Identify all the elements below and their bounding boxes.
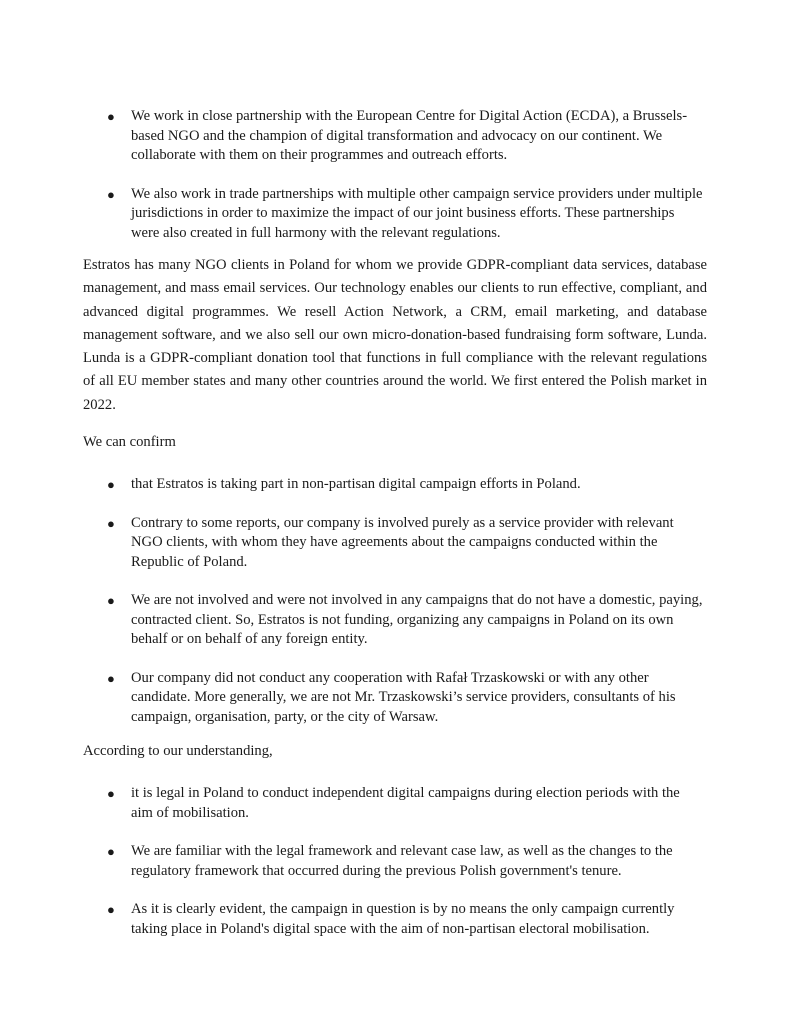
- list-item: [0, 591, 785, 650]
- list-item-text: As it is clearly evident, the campaign in question is by no means the only campaign currently taking place in Poland's digital space with the aim of non-partisan electoral mobilisation.: [131, 901, 675, 937]
- confirm-intro: We can confirm: [83, 434, 176, 450]
- confirm-bullet-list: [0, 475, 785, 727]
- list-item-text: that Estratos is taking part in non-partisan digital campaign efforts in Poland.: [131, 476, 581, 492]
- bullet-icon: ●: [107, 186, 115, 202]
- list-item: [0, 514, 785, 573]
- understanding-bullet-list: [0, 784, 785, 939]
- list-item: [0, 185, 785, 244]
- list-item: [0, 900, 785, 939]
- bullet-icon: ●: [107, 109, 115, 124]
- list-item: [0, 107, 785, 166]
- list-item: [0, 784, 785, 823]
- list-item-text: We are not involved and were not involved in any campaigns that do not have a domestic, paying, contracted client. So, Estratos is not funding, organizing any campaigns in Poland on its own behalf or on behalf of any foreign entity.: [131, 592, 703, 647]
- list-item-text: Contrary to some reports, our company is involved purely as a service provider with relevant NGO clients, with whom they have agreements about the campaigns conducted within the Republic of Poland.: [131, 514, 674, 570]
- list-item-text: We are familiar with the legal framework and relevant case law, as well as the changes to the regulatory framework that occurred during the previous Polish government's tenure.: [131, 843, 673, 879]
- bullet-icon: ●: [107, 477, 115, 492]
- list-item: [0, 669, 785, 728]
- list-item: [0, 475, 785, 495]
- partners-bullet-list: [0, 107, 785, 243]
- list-item-text: We also work in trade partnerships with multiple other campaign service providers under multiple jurisdictions in order to maximize the impact of our joint business efforts. These partnerships were also created in full harmony with the relevant regulations.: [131, 185, 703, 241]
- list-item-text: it is legal in Poland to conduct independent digital campaigns during election periods with the aim of mobilisation.: [131, 785, 680, 821]
- bullet-icon: ●: [107, 515, 115, 531]
- clients-paragraph: Estratos has many NGO clients in Poland for whom we provide GDPR-compliant data services, database management, and mass email services. Our technology enables our clients to run effective, compliant, and advanced digital programmes. We resell Action Network, a CRM, email marketing, and database management software, and we also sell our own micro-donation-based fundraising form software, Lunda. Lunda is a GDPR-compliant donation tool that functions in full compliance with the relevant regulations of all EU member states and many other countries around the world. We first entered the Polish market in 2022.: [83, 257, 707, 413]
- bullet-icon: ●: [107, 593, 115, 608]
- bullet-icon: ●: [107, 670, 115, 686]
- understanding-intro: According to our understanding,: [83, 743, 273, 759]
- bullet-icon: ●: [107, 844, 115, 859]
- list-item-text: Our company did not conduct any cooperation with Rafał Trzaskowski or with any other candidate. More generally, we are not Mr. Trzaskowski’s service providers, consultants of his campaign, organisation, party, or the city of Warsaw.: [131, 669, 676, 725]
- list-item-text: We work in close partnership with the European Centre for Digital Action (ECDA), a Brussels-based NGO and the champion of digital transformation and advocacy on our continent. We collaborate with them on their programmes and outreach efforts.: [131, 108, 688, 163]
- bullet-icon: ●: [107, 902, 115, 917]
- bullet-icon: ●: [107, 786, 115, 801]
- list-item: [0, 842, 785, 881]
